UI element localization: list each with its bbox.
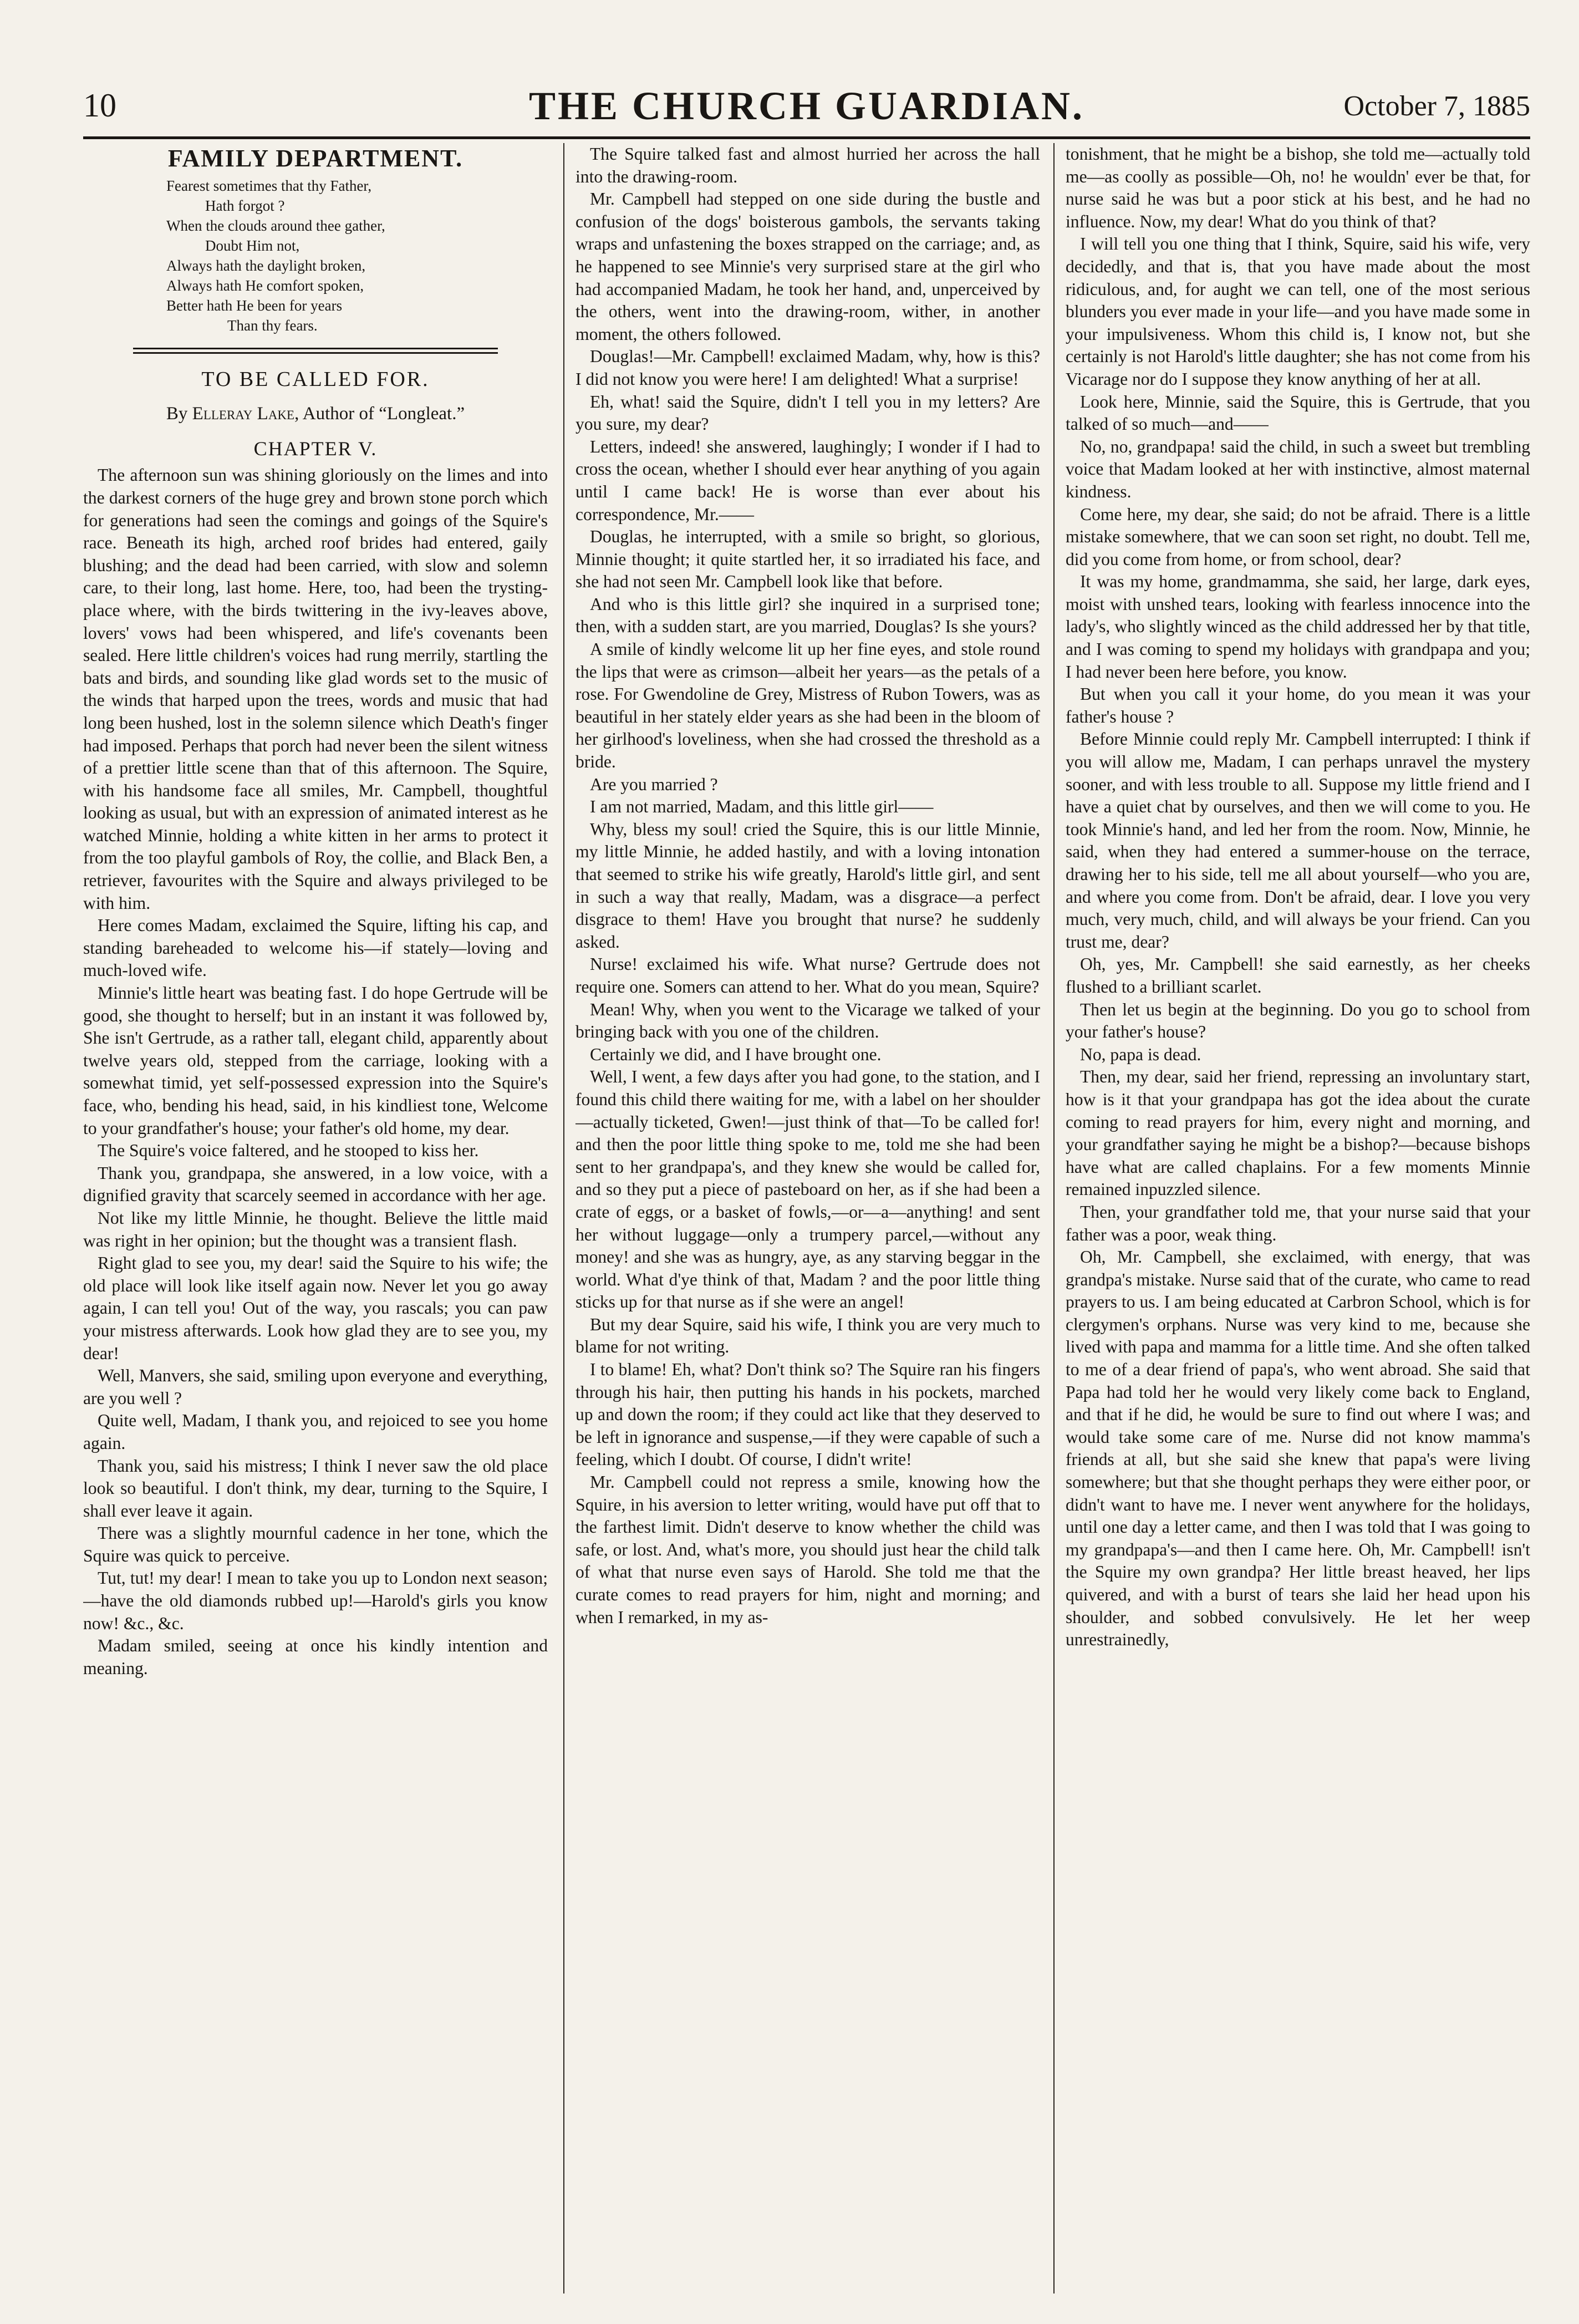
poem-line: Always hath He comfort spoken, (166, 277, 364, 294)
paragraph: tonishment, that he might be a bishop, she told me—actually told me—as coolly as possible—Oh, no! he wouldn' ever be that, for nurse said he was but a poor stick at his best, and he had no influence. Now, my dear! What do you think of that? (1066, 144, 1530, 231)
paragraph: Then let us begin at the beginning. Do you go to school from your father's house? (1066, 999, 1530, 1042)
paragraph: Certainly we did, and I have brought one. (590, 1044, 882, 1064)
paragraph: Look here, Minnie, said the Squire, this is Gertrude, that you talked of so much—and—— (1066, 391, 1530, 434)
poem-line: Than thy fears. (227, 317, 318, 334)
paragraph: Well, I went, a few days after you had gone, to the station, and I found this child there waiting for me, with a label on her shoulder—actually ticketed, Gwen!—just think of that—To be called for! and then the poor little thing spoke to me, told me she had been sent to her grandpapa's, and they knew she would be called for, and so they put a piece of pasteboard on her, as if she had been a crate of eggs, or a basket of fowls,—or—a—anything! and sent her without luggage—only a trumpery parcel,—without any money! and she was as hungry, aye, as any starving beggar in the world. What d'ye think of that, Madam ? and the poor little thing sticks up for that nurse as if she were an angel! (575, 1067, 1040, 1312)
chapter-heading: CHAPTER V. (253, 437, 378, 460)
paragraph: But when you call it your home, do you mean it was your father's house ? (1066, 684, 1530, 726)
paragraph: Then, my dear, said her friend, repressing an involuntary start, how is it that your grandpapa has got the idea about the curate coming to read prayers for him, every night and morning, and your grandfather saying he might be a bishop?—because bishops have what are called chaplains. For a few moments Minnie remained inpuzzled silence. (1066, 1067, 1530, 1199)
paragraph: Why, bless my soul! cried the Squire, this is our little Minnie, my little Minnie, he added hastily, and with a loving intonation that seemed to strike his wife greatly, Harold's little girl, and sent in such a way that really, Madam, was a disgrace—a perfect disgrace to them! Have you brought that nurse? he suddenly asked. (575, 819, 1040, 952)
section-heading: FAMILY DEPARTMENT. (167, 145, 463, 172)
paragraph: Tut, tut! my dear! I mean to take you up to London next season;—have the old diamonds rubbed up!—Harold's girls you know now! &c., &c. (83, 1568, 548, 1633)
section-divider (133, 348, 498, 354)
column-1 (83, 143, 548, 2294)
column-3 (1066, 143, 1530, 2294)
paragraph: A smile of kindly welcome lit up her fine eyes, and stole round the lips that were as crimson—albeit her years—as the petals of a rose. For Gwendoline de Grey, Mistress of Rubon Towers, was as beautiful in her stately elder years as she had been in the bloom of her girlhood's loveliness, when she had crossed the threshold as a bride. (575, 639, 1040, 772)
paragraph: The Squire talked fast and almost hurried her across the hall into the drawing-room. (575, 144, 1040, 186)
poem-line: Better hath He been for years (166, 297, 343, 314)
paragraph: I to blame! Eh, what? Don't think so? The Squire ran his fingers through his hair, then putting his hands in his pockets, marched up and down the room; if they could act like that they deserved to be left in ignorance and suspense,—if they were capable of such a feeling, which I doubt. Of course, I didn't write! (575, 1360, 1040, 1469)
poem-line: When the clouds around thee gather, (166, 217, 385, 234)
paragraph: Mr. Campbell could not repress a smile, knowing how the Squire, in his aversion to letter writing, would have put off that to the farthest limit. Didn't deserve to know whether the child was safe, or lost. And, what's more, you should just hear the child talk of what that nurse even says of Harold. She told me that the curate comes to read prayers for him, night and morning; and when I remarked, in my as- (575, 1472, 1040, 1627)
paragraph: Not like my little Minnie, he thought. Believe the little maid was right in her opinion; but the thought was a transient flash. (83, 1208, 548, 1250)
byline-suffix: Author of “Longleat.” (302, 404, 465, 424)
poem (166, 176, 548, 335)
paragraph: But my dear Squire, said his wife, I think you are very much to blame for not writing. (575, 1314, 1040, 1357)
paragraph: Douglas!—Mr. Campbell! exclaimed Madam, why, how is this? I did not know you were here! I am delighted! What a surprise! (575, 347, 1040, 389)
paragraph: Are you married ? (590, 774, 718, 794)
paragraph: No, papa is dead. (1080, 1044, 1201, 1064)
poem-line: Fearest sometimes that thy Father, (166, 177, 372, 194)
paragraph: And who is this little girl? she inquired in a surprised tone; then, with a sudden start, are you married, Douglas? Is she yours? (575, 594, 1040, 637)
paragraph: Oh, Mr. Campbell, she exclaimed, with energy, that was grandpa's mistake. Nurse said that of the curate, who came to read prayers to us. I am being educated at Carbron School, which is for clergymen's orphans. Nurse was very kind to me, because she lived with papa and mamma for a little time. And she often talked to me of a dear friend of papa's, who went abroad. She said that Papa had told her he would very likely come back to England, and that if he did, he would be sure to find out where I was; and would take some care of me. Nurse did not know mamma's friends at all, but she said she knew that papa's were living somewhere; but that she thought perhaps they were either poor, or didn't want to have me. I never went anywhere for the holidays, until one day a letter came, and then I was told that I was going to my grandpapa's—and then I came here. Oh, Mr. Campbell! isn't the Squire my own grandpa? Her little breast heaved, her lips quivered, and with a burst of tears she laid her head upon his shoulder, and sobbed convulsively. He let her weep unrestrainedly, (1066, 1247, 1530, 1650)
paragraph: I will tell you one thing that I think, Squire, said his wife, very decidedly, and that is, that you have made about the most ridiculous, and, for aught we can tell, one of the most serious blunders you ever made in your life—and you have made some in your impulsiveness. Whom this child is, I know not, but she certainly is not Harold's little daughter; she has not come from his Vicarage nor do I suppose they know anything of her at all. (1066, 234, 1530, 389)
paragraph: Come here, my dear, she said; do not be afraid. There is a little mistake somewhere, that we can soon set right, no doubt. Tell me, did you come from home, or from school, dear? (1066, 504, 1530, 569)
paragraph: I am not married, Madam, and this little girl—— (590, 797, 934, 817)
page-number: 10 (83, 87, 116, 124)
paragraph: Before Minnie could reply Mr. Campbell interrupted: I think if you will allow me, Madam, I can perhaps unravel the mystery sooner, and with less trouble to all. Suppose my little friend and I have a quiet chat by ourselves, and then we will come to you. He took Minnie's hand, and led her from the room. Now, Minnie, he said, when they had entered a summer-house on the terrace, drawing her to his side, tell me all about yourself—who you are, and where you come from. Don't be afraid, dear. I love you very much, very much, child, and will always be your friend. Can you trust me, dear? (1066, 729, 1530, 952)
paragraph: There was a slightly mournful cadence in her tone, which the Squire was quick to perceive. (83, 1523, 548, 1565)
column-rule (563, 143, 564, 2294)
paragraph: Then, your grandfather told me, that your nurse said that your father was a poor, weak thing. (1066, 1202, 1530, 1244)
paragraph: Mr. Campbell had stepped on one side during the bustle and confusion of the dogs' boisterous gambols, the servants taking wraps and unfastening the boxes strapped on the carriage; and, as he happened to see Minnie's very surprised stare at the girl who had accompanied Madam, he took her hand, and, unperceived by the others, went into the drawing-room, wither, in another moment, the others followed. (575, 189, 1040, 344)
paragraph: Well, Manvers, she said, smiling upon everyone and everything, are you well ? (83, 1366, 548, 1408)
paragraph: It was my home, grandmamma, she said, her large, dark eyes, moist with unshed tears, looking with fearless innocence into the lady's, who slightly winced as the child addressed her by that title, and I was coming to spend my holidays with grandpapa and you; I had never been here before, you know. (1066, 572, 1530, 682)
paragraph: No, no, grandpapa! said the child, in such a sweet but trembling voice that Madam looked at her with instinctive, almost maternal kindness. (1066, 436, 1530, 501)
poem-line: Hath forgot ? (205, 197, 285, 214)
story-title: TO BE CALLED FOR. (201, 367, 430, 391)
paragraph: Quite well, Madam, I thank you, and rejoiced to see you home again. (83, 1411, 548, 1453)
byline-prefix: By (166, 404, 188, 424)
paragraph: Nurse! exclaimed his wife. What nurse? Gertrude does not require one. Somers can attend to her. What do you mean, Squire? (575, 954, 1040, 996)
paragraph: Eh, what! said the Squire, didn't I tell you in my letters? Are you sure, my dear? (575, 391, 1040, 434)
paragraph: Letters, indeed! she answered, laughingly; I wonder if I had to cross the ocean, whether I should ever hear anything of you again until I came back! He is worse than ever about his correspondence, Mr.—— (575, 436, 1040, 524)
paragraph: Minnie's little heart was beating fast. I do hope Gertrude will be good, she thought to herself; but in an instant it was followed by, She isn't Gertrude, as a rather tall, elegant child, apparently about twelve years old, stepped from the carriage, looking with a somewhat timid, yet self-possessed expression into the Squire's face, who, bending his head, said, in his kindliest tone, Welcome to your grandfather's house; your father's old home, my dear. (83, 983, 548, 1138)
paragraph: The Squire's voice faltered, and he stooped to kiss her. (98, 1141, 479, 1161)
paragraph: Madam smiled, seeing at once his kindly intention and meaning. (83, 1636, 548, 1678)
paragraph: Mean! Why, when you went to the Vicarage we talked of your bringing back with you one of the children. (575, 999, 1040, 1042)
poem-line: Always hath the daylight broken, (166, 257, 366, 274)
byline (83, 403, 548, 425)
paragraph: Douglas, he interrupted, with a smile so bright, so glorious, Minnie thought; it quite startled her, it so irradiated his face, and she had not seen Mr. Campbell look like that before. (575, 527, 1040, 592)
byline-author: Elleray Lake, (192, 404, 299, 424)
paragraph: Here comes Madam, exclaimed the Squire, lifting his cap, and standing bareheaded to welcome his—if stately—loving and much-loved wife. (83, 916, 548, 980)
masthead-rule (83, 136, 1530, 139)
paragraph: The afternoon sun was shining gloriously on the limes and into the darkest corners of the huge grey and brown stone porch which for generations had seen the comings and goings of the Squire's race. Beneath its high, arched roof brides had entered, gaily blushing; and the dead had been carried, with slow and solemn care, to their long, last home. Here, too, had been the trysting-place where, with the birds twittering in the ivy-leaves above, lovers' vows had been whispered, and life's covenants been sealed. Here little children's voices had rung merrily, startling the bats and birds, and sounding like glad words set to the music of the winds that harped upon the trees, words and music that had long been hushed, lost in the solemn silence which Death's finger had imposed. Perhaps that porch had never been the silent witness of a prettier little scene than that of this afternoon. The Squire, with his handsome face all smiles, Mr. Campbell, thoughtful looking as usual, but with an expression of animated interest as he watched Minnie, holding a white kitten in her arms to protect it from the too playful gambols of Roy, the collie, and Black Ben, a retriever, favourites with the Squire and always privileged to be with him. (83, 465, 548, 913)
poem-line: Doubt Him not, (205, 237, 300, 254)
paragraph: Thank you, said his mistress; I think I never saw the old place look so beautiful. I don't think, my dear, turning to the Squire, I shall ever leave it again. (83, 1456, 548, 1520)
paragraph: Right glad to see you, my dear! said the Squire to his wife; the old place will look like itself again now. Never let you go away again, I can tell you! Out of the way, you rascals; you can paw your mistress afterwards. Look how glad they are to see you, my dear! (83, 1253, 548, 1363)
paragraph: Oh, yes, Mr. Campbell! she said earnestly, as her cheeks flushed to a brilliant scarlet. (1066, 954, 1530, 996)
column-rule (1053, 143, 1055, 2294)
paragraph: Thank you, grandpapa, she answered, in a low voice, with a dignified gravity that scarcely seemed in accordance with her age. (83, 1163, 548, 1206)
masthead (83, 83, 1530, 136)
column-2 (575, 143, 1040, 2294)
issue-date: October 7, 1885 (1343, 90, 1530, 122)
newspaper-title: THE CHURCH GUARDIAN. (528, 84, 1085, 128)
